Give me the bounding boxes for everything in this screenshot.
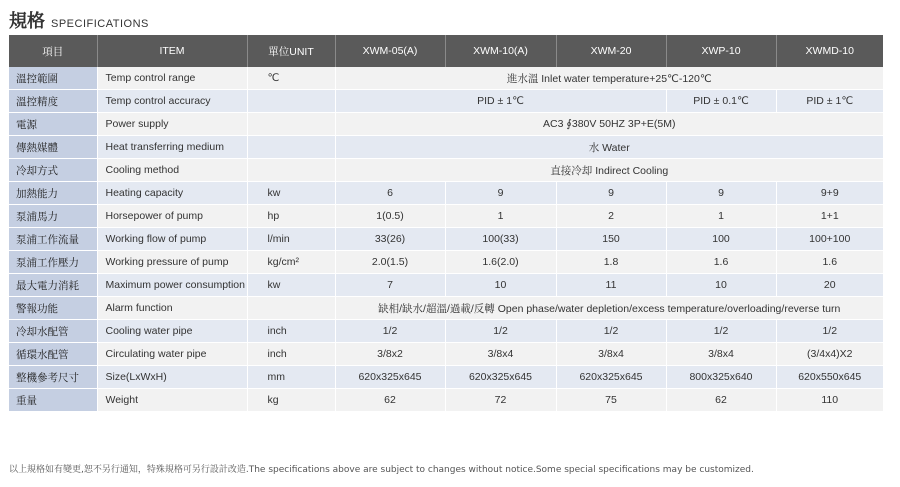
row-label-zh: 泵浦馬力 — [9, 205, 97, 228]
row-value: PID ± 1℃ — [776, 90, 883, 113]
row-value: 1.6(2.0) — [445, 251, 556, 274]
table-row — [9, 389, 883, 412]
row-label-en: Heat transferring medium — [97, 136, 247, 159]
header-model-xwm-10a: XWM-10(A) — [445, 35, 556, 67]
row-value: 11 — [556, 274, 666, 297]
row-label-en: Alarm function — [97, 297, 247, 320]
row-label-en: Power supply — [97, 113, 247, 136]
row-unit — [247, 297, 335, 320]
header-unit: 單位UNIT — [247, 35, 335, 67]
row-value: 620x325x645 — [445, 366, 556, 389]
row-label-zh: 泵浦工作流量 — [9, 228, 97, 251]
row-value: 10 — [445, 274, 556, 297]
row-value: 620x550x645 — [776, 366, 883, 389]
row-unit: ℃ — [247, 67, 335, 90]
row-value: 2 — [556, 205, 666, 228]
row-value: 3/8x4 — [556, 343, 666, 366]
table-row — [9, 343, 883, 366]
row-label-zh: 溫控精度 — [9, 90, 97, 113]
table-row — [9, 205, 883, 228]
row-value: 620x325x645 — [335, 366, 445, 389]
row-value: 100(33) — [445, 228, 556, 251]
page-title — [9, 7, 149, 32]
row-value: 1/2 — [335, 320, 445, 343]
row-value: AC3 ∮380V 50HZ 3P+E(5M) — [335, 113, 883, 136]
table-header-row — [9, 35, 883, 67]
row-value: 9+9 — [776, 182, 883, 205]
row-label-zh: 加熱能力 — [9, 182, 97, 205]
row-value: 100 — [666, 228, 776, 251]
row-label-zh: 冷却方式 — [9, 159, 97, 182]
row-value: 1(0.5) — [335, 205, 445, 228]
row-label-zh: 整機參考尺寸 — [9, 366, 97, 389]
row-value: 72 — [445, 389, 556, 412]
row-value: 9 — [556, 182, 666, 205]
row-value: 進水溫 Inlet water temperature+25℃-120℃ — [335, 67, 883, 90]
specifications-table — [9, 35, 883, 412]
title-chinese: 規格 — [9, 11, 45, 32]
row-unit — [247, 113, 335, 136]
row-value: 缺相/缺水/超溫/過載/反轉 Open phase/water depletion/excess temperature/overloading/reverse turn — [335, 297, 883, 320]
row-value: 75 — [556, 389, 666, 412]
row-label-en: Weight — [97, 389, 247, 412]
row-value: 1/2 — [445, 320, 556, 343]
header-item-en: ITEM — [97, 35, 247, 67]
row-value: 1/2 — [666, 320, 776, 343]
row-label-en: Horsepower of pump — [97, 205, 247, 228]
row-value: 1.6 — [776, 251, 883, 274]
title-english: SPECIFICATIONS — [51, 18, 149, 30]
row-label-zh: 冷却水配管 — [9, 320, 97, 343]
table-row — [9, 274, 883, 297]
row-value: 3/8x4 — [666, 343, 776, 366]
row-value: 1.6 — [666, 251, 776, 274]
row-unit: kw — [247, 274, 335, 297]
table-row — [9, 228, 883, 251]
header-item-zh: 項目 — [9, 35, 97, 67]
row-value: 水 Water — [335, 136, 883, 159]
row-label-en: Cooling water pipe — [97, 320, 247, 343]
table-body — [9, 67, 883, 412]
row-label-en: Temp control range — [97, 67, 247, 90]
row-value: 1/2 — [556, 320, 666, 343]
row-label-zh: 溫控範圍 — [9, 67, 97, 90]
row-label-en: Temp control accuracy — [97, 90, 247, 113]
header-model-xwm-20: XWM-20 — [556, 35, 666, 67]
row-value: 2.0(1.5) — [335, 251, 445, 274]
table-row — [9, 182, 883, 205]
row-value: 62 — [666, 389, 776, 412]
row-value: 1+1 — [776, 205, 883, 228]
row-label-zh: 泵浦工作壓力 — [9, 251, 97, 274]
header-model-xwp-10: XWP-10 — [666, 35, 776, 67]
row-value: 6 — [335, 182, 445, 205]
row-value: 110 — [776, 389, 883, 412]
footnote: 以上規格如有變更,恕不另行通知，特殊規格可另行設計改造.The specifications above are subject to changes without notice.Some special specifications may be customized. — [9, 465, 754, 475]
row-value: 100+100 — [776, 228, 883, 251]
row-value: 3/8x2 — [335, 343, 445, 366]
row-label-zh: 循環水配管 — [9, 343, 97, 366]
row-unit: inch — [247, 343, 335, 366]
row-unit — [247, 159, 335, 182]
row-unit — [247, 136, 335, 159]
row-value: 1/2 — [776, 320, 883, 343]
row-value: 1 — [445, 205, 556, 228]
row-unit: inch — [247, 320, 335, 343]
table-row — [9, 67, 883, 90]
row-label-en: Working pressure of pump — [97, 251, 247, 274]
row-value: 7 — [335, 274, 445, 297]
row-label-en: Cooling method — [97, 159, 247, 182]
row-unit: kg — [247, 389, 335, 412]
header-model-xwm-05a: XWM-05(A) — [335, 35, 445, 67]
row-unit: hp — [247, 205, 335, 228]
table-row — [9, 297, 883, 320]
row-value: 20 — [776, 274, 883, 297]
row-label-en: Working flow of pump — [97, 228, 247, 251]
row-value: 620x325x645 — [556, 366, 666, 389]
row-label-zh: 警報功能 — [9, 297, 97, 320]
table-row — [9, 90, 883, 113]
row-value: 62 — [335, 389, 445, 412]
row-label-zh: 最大電力消耗 — [9, 274, 97, 297]
row-value: 10 — [666, 274, 776, 297]
row-label-en: Maximum power consumption — [97, 274, 247, 297]
table-row — [9, 320, 883, 343]
row-unit: kw — [247, 182, 335, 205]
row-value: 800x325x640 — [666, 366, 776, 389]
row-value: 33(26) — [335, 228, 445, 251]
row-label-en: Size(LxWxH) — [97, 366, 247, 389]
row-label-en: Heating capacity — [97, 182, 247, 205]
row-unit — [247, 90, 335, 113]
row-value: 3/8x4 — [445, 343, 556, 366]
row-value: 150 — [556, 228, 666, 251]
row-value: 1.8 — [556, 251, 666, 274]
table-row — [9, 251, 883, 274]
row-unit: kg/cm² — [247, 251, 335, 274]
row-label-zh: 電源 — [9, 113, 97, 136]
table-row — [9, 113, 883, 136]
header-model-xwmd-10: XWMD-10 — [776, 35, 883, 67]
row-label-zh: 傳熱媒體 — [9, 136, 97, 159]
row-label-zh: 重量 — [9, 389, 97, 412]
row-value: 1 — [666, 205, 776, 228]
row-value: PID ± 0.1℃ — [666, 90, 776, 113]
row-value: PID ± 1℃ — [335, 90, 666, 113]
row-value: (3/4x4)X2 — [776, 343, 883, 366]
table-row — [9, 366, 883, 389]
row-label-en: Circulating water pipe — [97, 343, 247, 366]
row-value: 直接冷却 Indirect Cooling — [335, 159, 883, 182]
table-row — [9, 159, 883, 182]
row-value: 9 — [445, 182, 556, 205]
table-row — [9, 136, 883, 159]
row-value: 9 — [666, 182, 776, 205]
row-unit: l/min — [247, 228, 335, 251]
row-unit: mm — [247, 366, 335, 389]
